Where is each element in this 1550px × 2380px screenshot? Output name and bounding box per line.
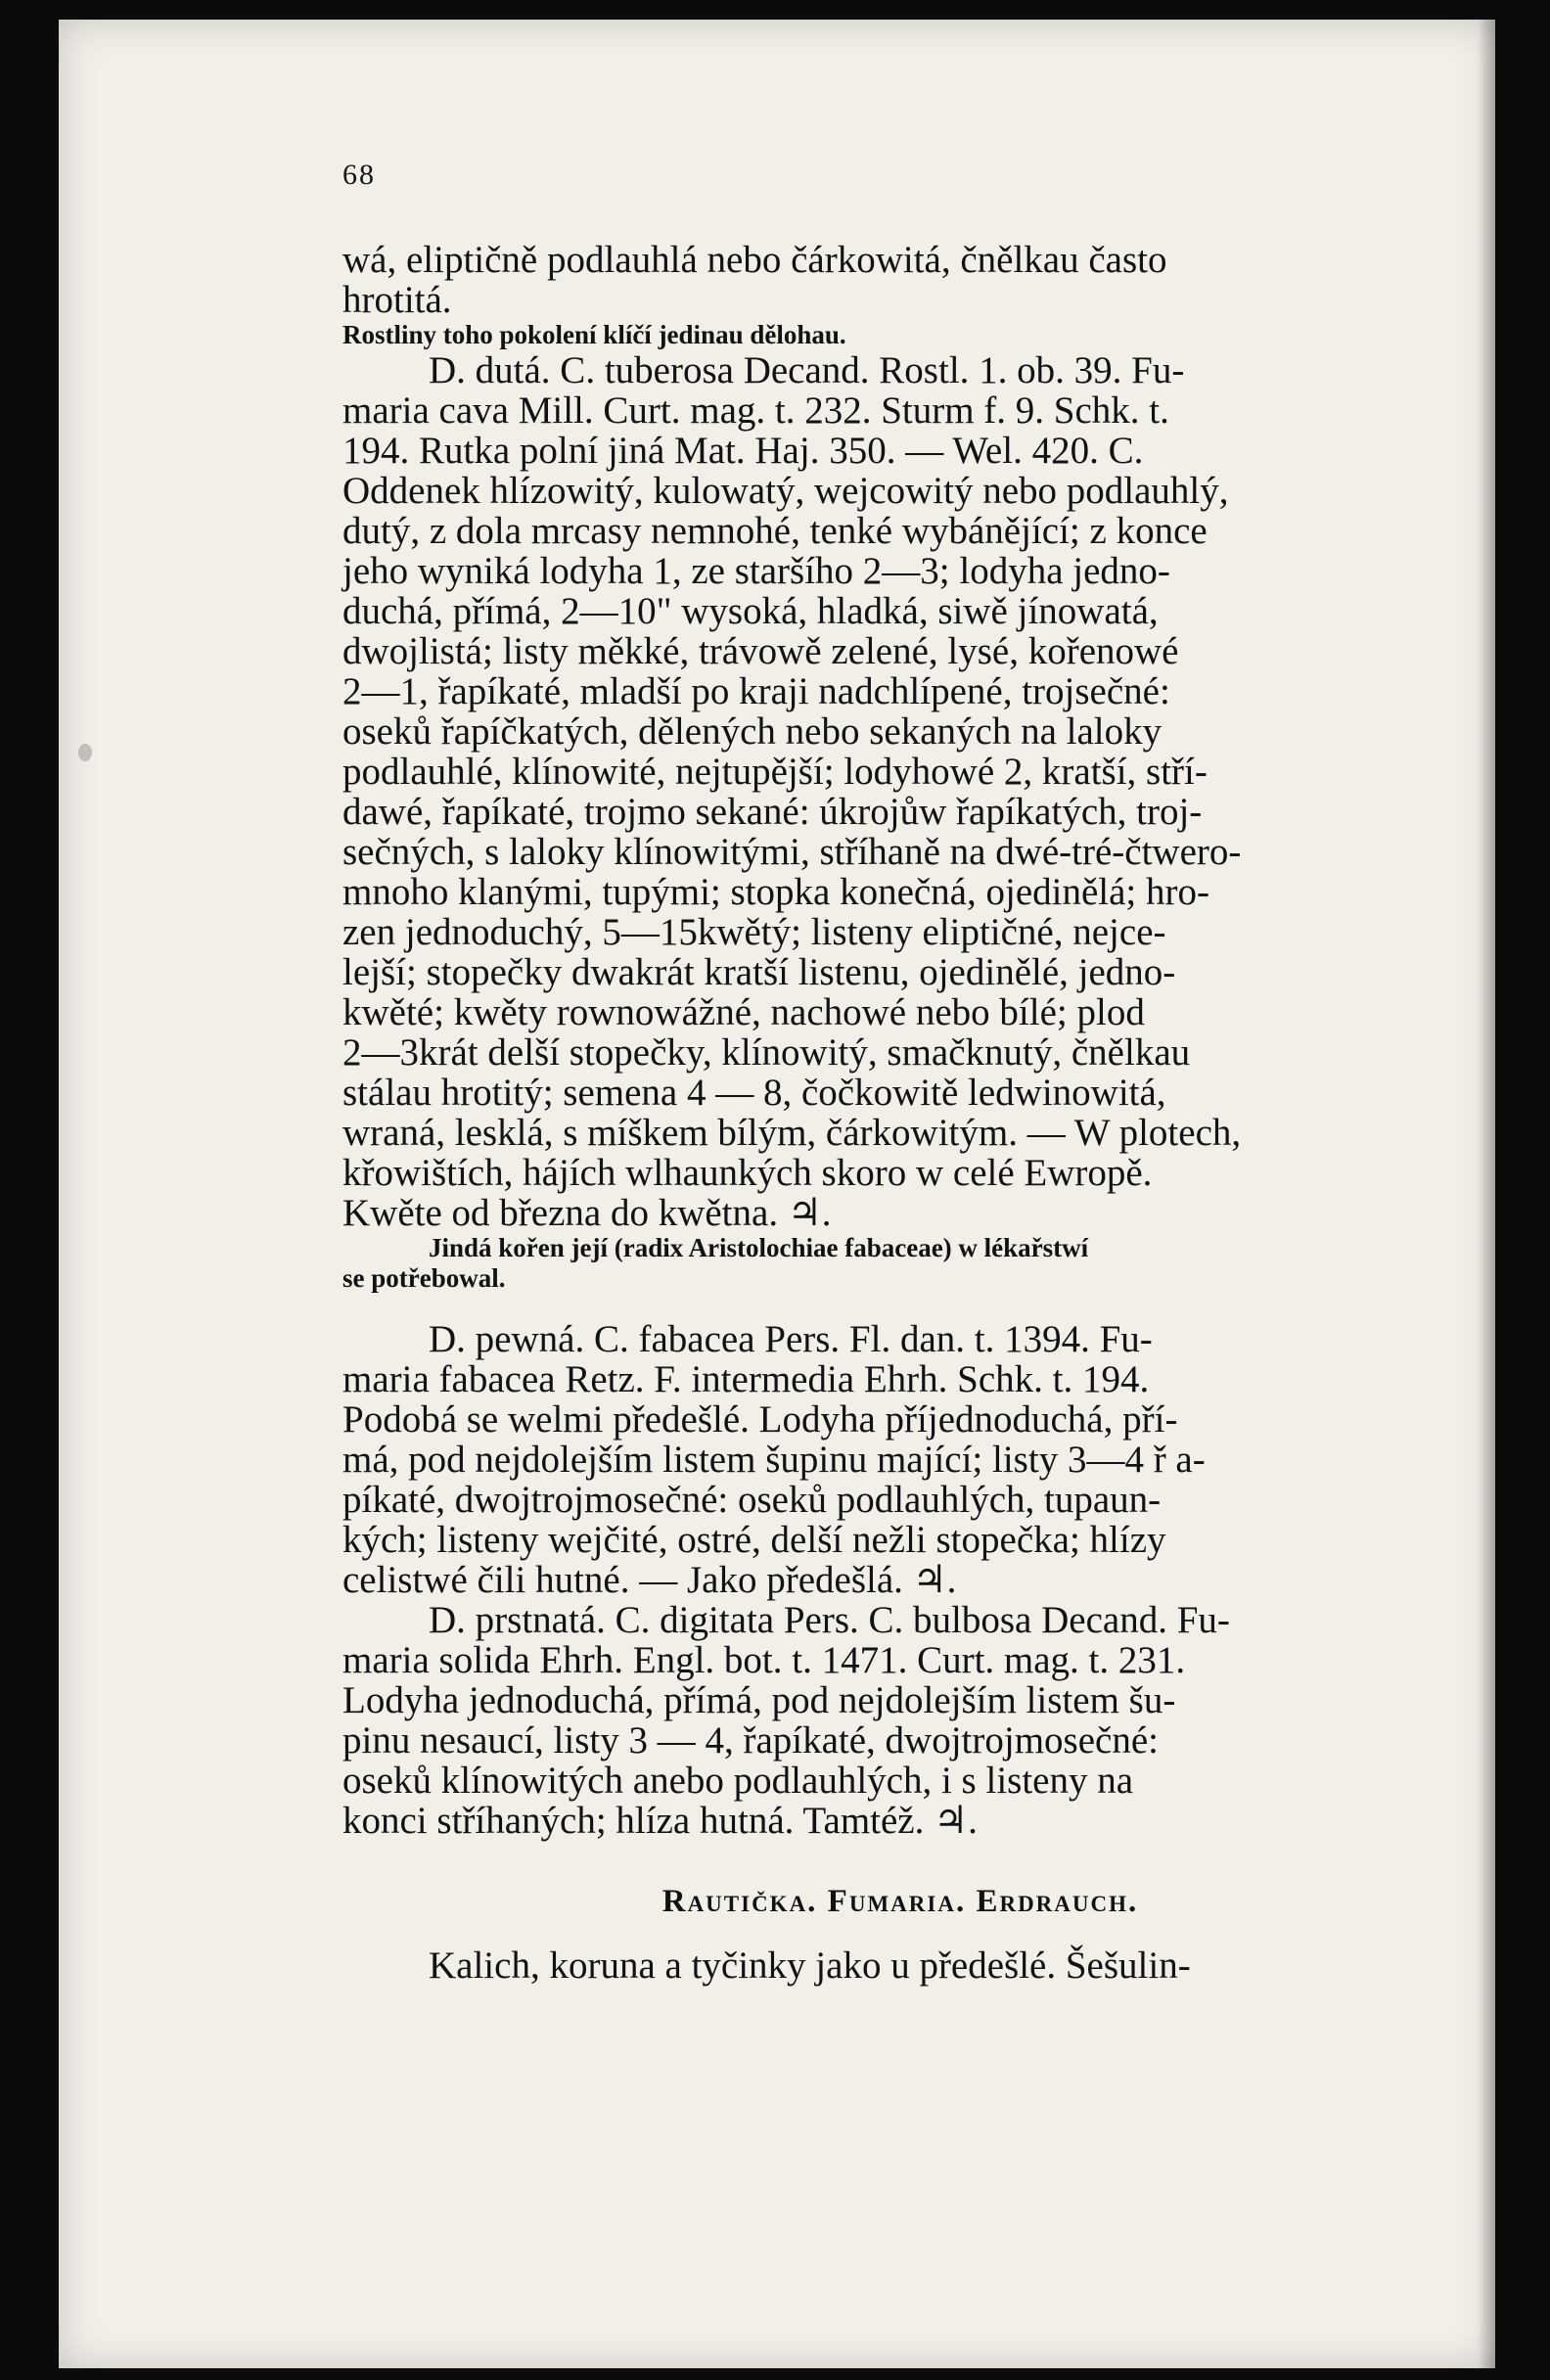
paragraph: D. pewná. C. fabacea Pers. Fl. dan. t. 1394. Fu- maria fabacea Retz. F. intermedia Ehrh. Schk. t. 194. Podobá se welmi předešlé. Lodyha příjednoduchá, pří- má, pod nejdolejším listem šupinu mající; listy 3—4 ř a- píkaté, dwojtrojmosečné: oseků podlauhlých, tupaun- kých; listeny wejčité, ostré, delší nežli stopečka; hlízy celistwé čili hutné. — Jako předešlá. ♃. [342, 1318, 1206, 1601]
book-page [59, 20, 1495, 2368]
paragraph: wá, eliptičně podlauhlá nebo čárkowitá, čnělkau často hrotitá. [342, 239, 1167, 321]
paragraph: Kalich, koruna a tyčinky jako u předešlé. Šešulin- [429, 1945, 1191, 1987]
ink-smudge [78, 744, 92, 761]
spacer [342, 1841, 1458, 1884]
paragraph: D. dutá. C. tuberosa Decand. Rostl. 1. ob. 39. Fu- maria cava Mill. Curt. mag. t. 232. Sturm f. 9. Schk. t. 194. Rutka polní jiná Mat. Haj. 350. — Wel. 420. C. Oddenek hlízowitý, kulowatý, wejcowitý nebo podlauhlý, dutý, z dola mrcasy nemnohé, tenké wybánějící; z konce jeho wyniká lodyha 1, ze staršího 2—3; lodyha jedno- duchá, přímá, 2—10" wysoká, hladká, siwě jínowatá, dwojlistá; listy měkké, trávowě zelené, lysé, kořenowé 2—1, řapíkaté, mladší po kraji nadchlípené, trojsečné: oseků řapíčkatých, dělených nebo sekaných na laloky podlauhlé, klínowité, nejtupější; lodyhowé 2, kratší, stří- dawé, řapíkaté, trojmo sekané: úkrojůw řapíkatých, troj- sečných, s laloky klínowitými, stříhaně na dwé-tré-čtwero- mnoho klanými, tupými; stopka konečná, ojedinělá; hro- zen jednoduchý, 5—15kwětý; listeny eliptičné, nejce- lejší; stopečky dwakrát kratší listenu, ojedinělé, jedno- kwěté; kwěty rownowážné, nachowé nebo bílé; plod 2—3krát delší stopečky, klínowitý, smačknutý, čnělkau stálau hrotitý; semena 4 — 8, čočkowitě ledwinowitá, wraná, lesklá, s míškem bílým, čárkowitým. — W plotech, křowištích, hájích wlhaunkých skoro w celé Ewropě. Kwěte od března do kwětna. ♃. [342, 349, 1242, 1234]
page-edge-shadow [1478, 20, 1495, 2368]
paragraph: D. prstnatá. C. digitata Pers. C. bulbosa Decand. Fu- maria solida Ehrh. Engl. bot. t. 1471. Curt. mag. t. 231. Lodyha jednoduchá, přímá, pod nejdolejším listem šu- pinu nesaucí, listy 3 — 4, řapíkaté, dwojtrojmosečné: oseků klínowitých anebo podlauhlých, i s listeny na konci stříhaných; hlíza hutná. Tamtéž. ♃. [342, 1599, 1230, 1842]
page-number: 68 [342, 159, 376, 191]
spacer [342, 1920, 1458, 1945]
spacer [342, 1294, 1458, 1319]
ink-smudge [538, 1008, 544, 1014]
section-heading: Rautička. Fumaria. Erdrauch. [661, 1884, 1139, 1919]
page-text-block [342, 240, 1458, 1986]
note-small-text: Rostliny toho pokolení klíčí jedinau dělohau. [342, 320, 846, 349]
note-small-text: Jindá kořen její (radix Aristolochiae fabaceae) w lékařstwí se potřebowal. [342, 1233, 1089, 1293]
